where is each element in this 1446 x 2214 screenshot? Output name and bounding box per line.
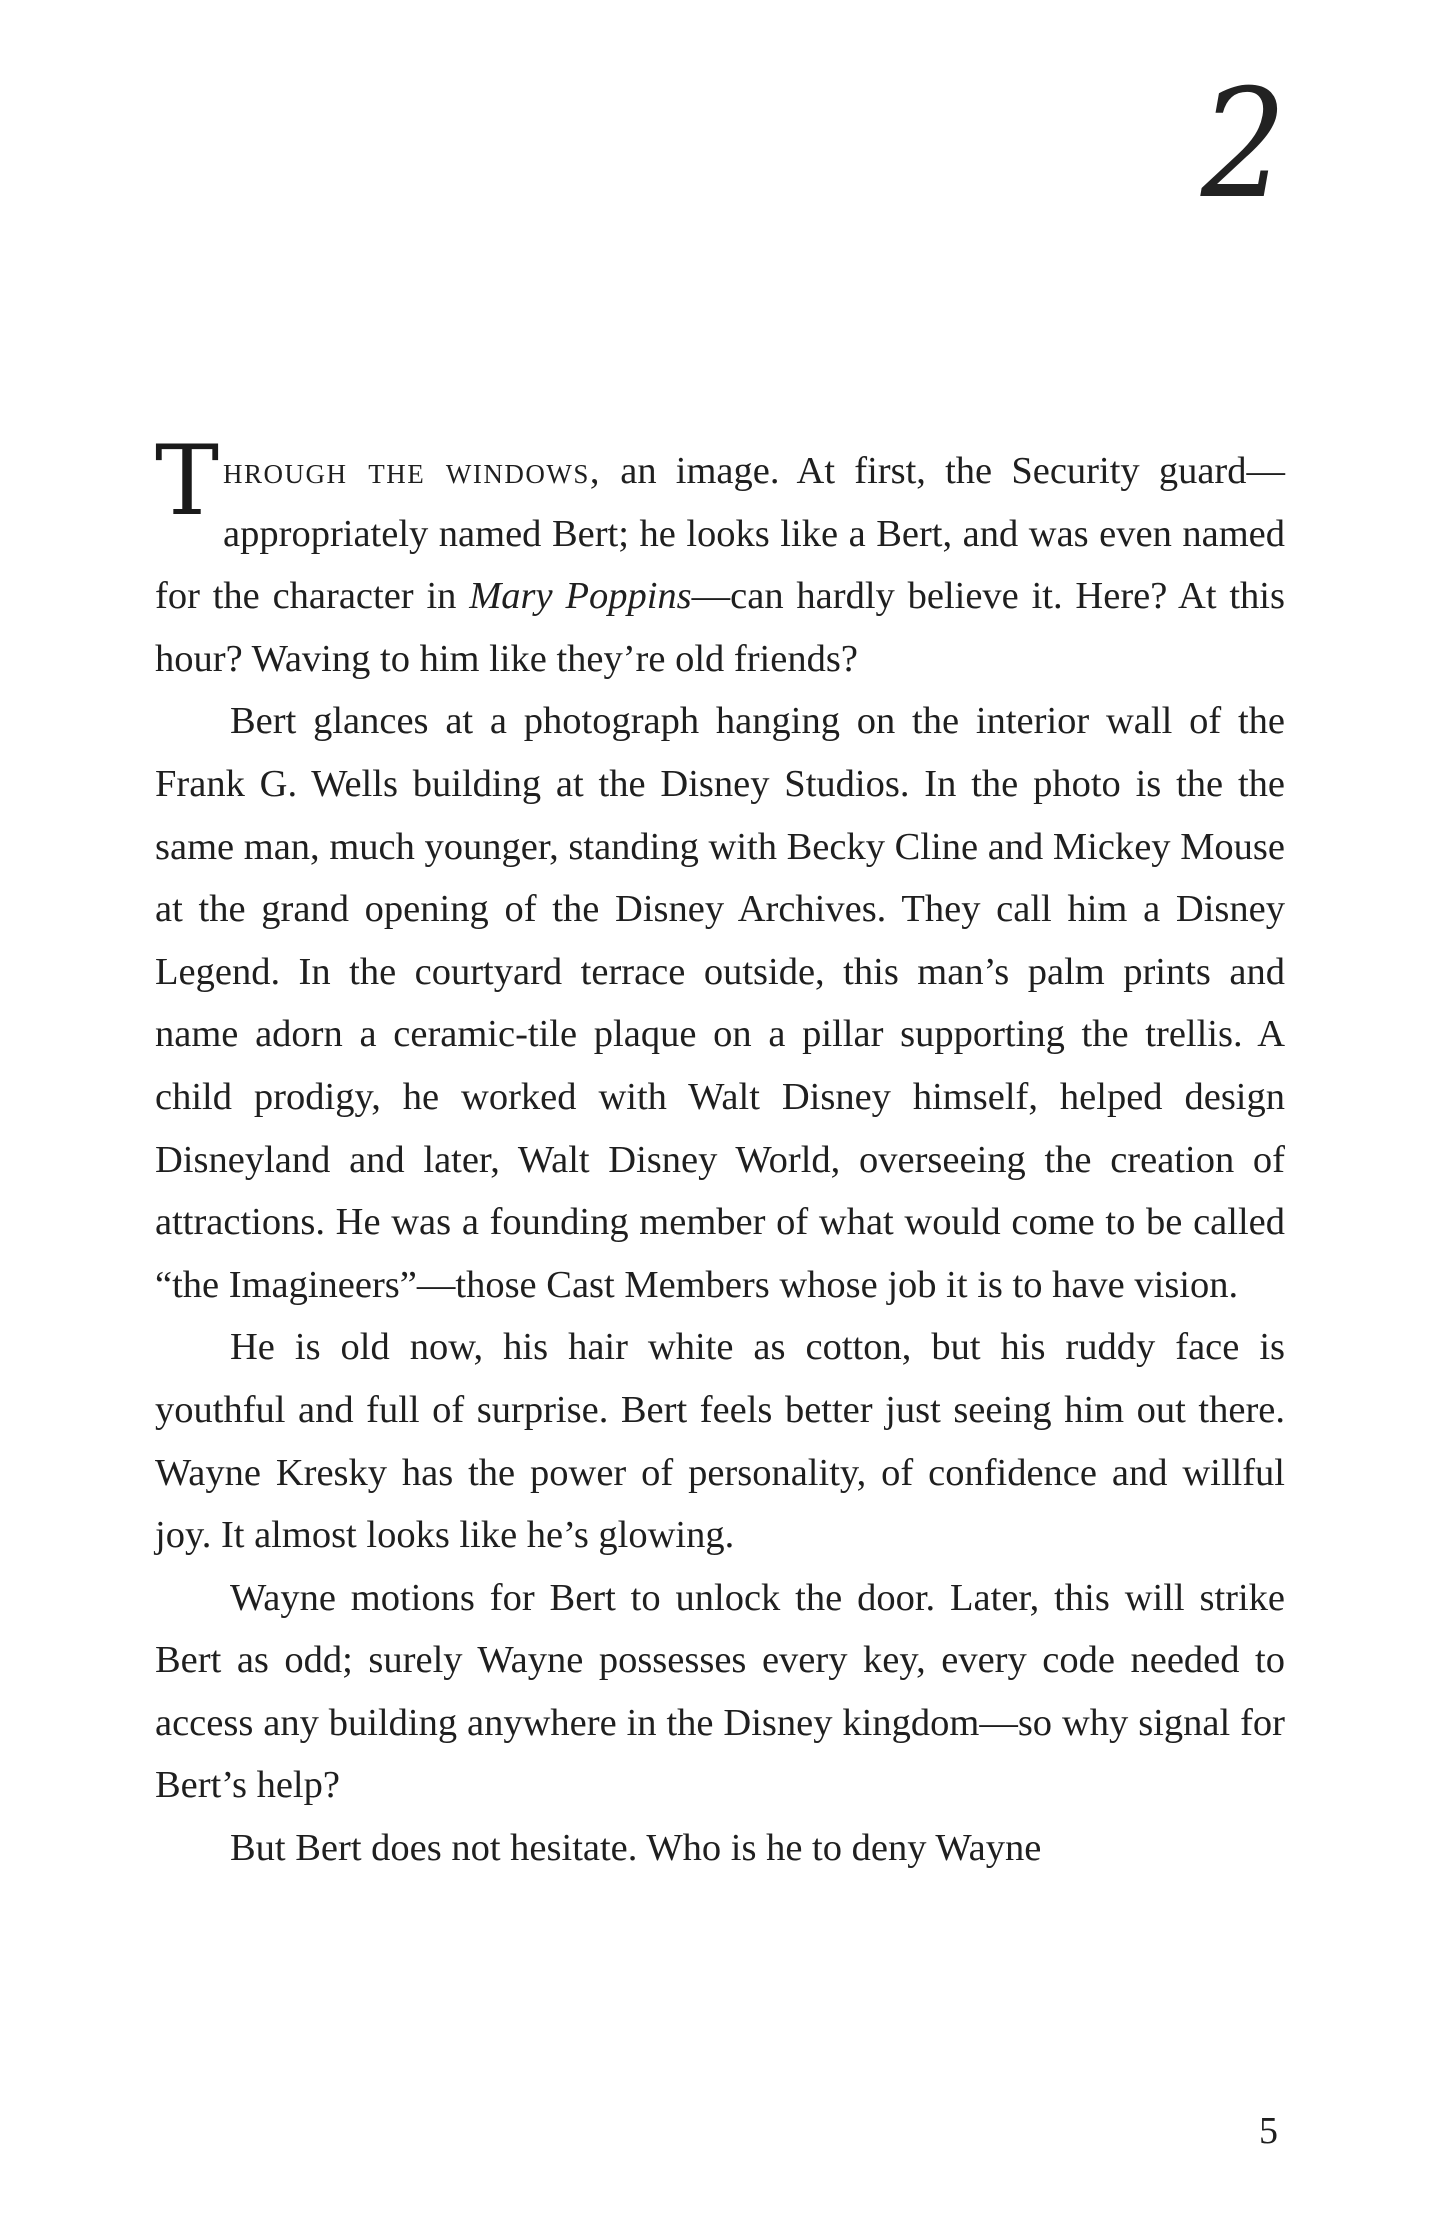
book-title: Mary Poppins [469, 575, 692, 618]
page-number: 5 [1259, 2110, 1278, 2152]
opening-lead-in: hrough the windows, [223, 450, 602, 492]
paragraph: Wayne motions for Bert to unlock the door. Later, this will strike Bert as odd; surely Wayne possesses every key, every code needed to access any building anywhere in the Disney kingdom—so why signal for Bert’s help? [155, 1576, 1285, 1807]
chapter-number: 2 [1200, 58, 1287, 232]
opening-text: an image. At first, the Security guard—appropriately named Bert; he looks like a Bert, and was even named for the character in [155, 450, 1285, 618]
paragraph: But Bert does not hesitate. Who is he to deny Wayne [230, 1827, 1042, 1870]
opening-text-end: —can hardly believe it. Here? At this hour? Waving to him like they’re old friends? [155, 575, 1285, 680]
paragraph: He is old now, his hair white as cotton, but his ruddy face is youthful and full of surprise. Bert feels better just seeing him out there. Wayne Kresky has the power of personality, of confidence and willful joy. It almost looks like he’s glowing. [155, 1326, 1285, 1557]
drop-cap: T [155, 425, 220, 537]
paragraph: Bert glances at a photograph hanging on the interior wall of the Frank G. Wells building at the Disney Studios. In the photo is the the same man, much younger, standing with Becky Cline and Mickey Mouse at the grand opening of the Disney Archives. They call him a Disney Legend. In the courtyard terrace outside, this man’s palm prints and name adorn a ceramic-tile plaque on a pillar supporting the trellis. A child prodigy, he worked with Walt Disney himself, helped design Disneyland and later, Walt Disney World, overseeing the creation of attractions. He was a founding member of what would come to be called “the Imagineers”—those Cast Members whose job it is to have vision. [155, 700, 1285, 1306]
opening-paragraph [155, 425, 1285, 690]
body-text [155, 425, 1285, 1880]
